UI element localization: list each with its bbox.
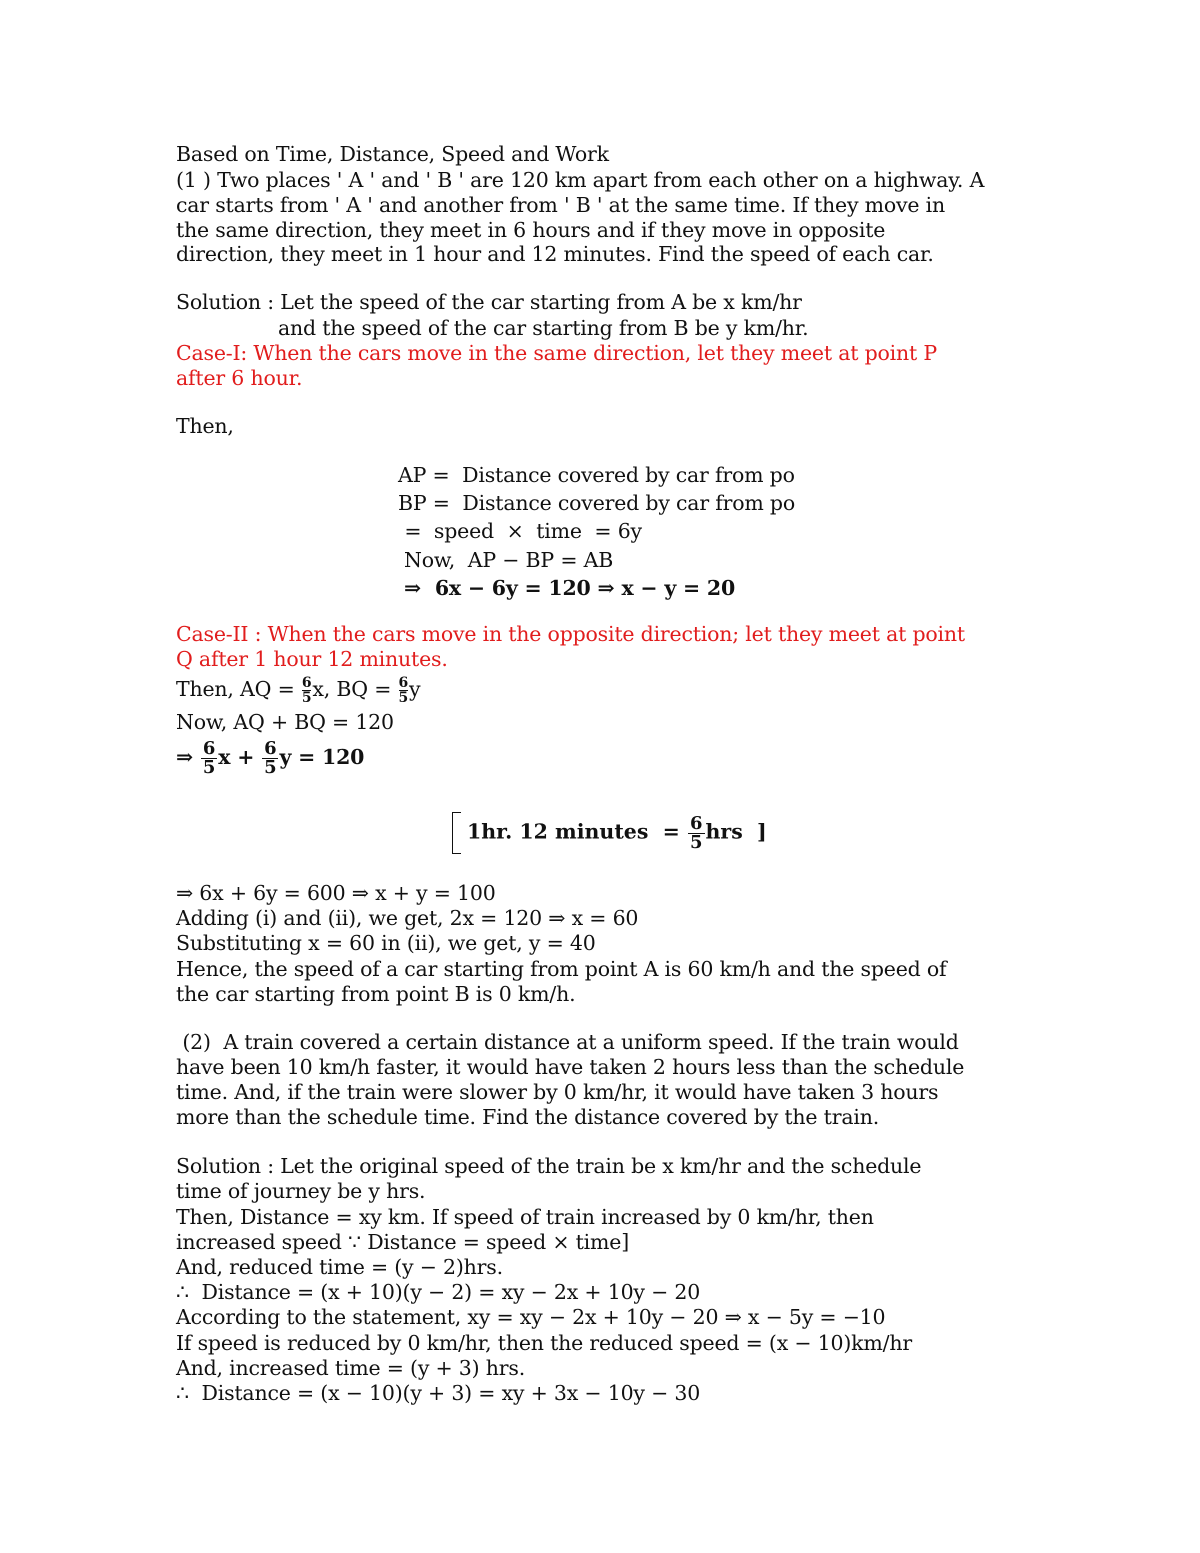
implication-line (176, 740, 364, 777)
question-1-line: direction, they meet in 1 hour and 12 minutes. Find the speed of each car. (176, 242, 934, 266)
aq-text: Then, AQ = (176, 677, 301, 701)
question-2-line: more than the schedule time. Find the distance covered by the train. (176, 1105, 880, 1129)
solution-2-line: increased speed ∵ Distance = speed × time] (176, 1230, 629, 1254)
case-2-heading: Q after 1 hour 12 minutes. (176, 647, 448, 671)
y-text: y (409, 677, 421, 701)
fraction: $\frac{6}{5}$ (398, 675, 409, 706)
equation-line: Now, AP − BP = AB (404, 548, 614, 572)
solution-2-line: time of journey be y hrs. (176, 1179, 426, 1203)
question-2-line: (2) A train covered a certain distance at a uniform speed. If the train would (176, 1030, 959, 1054)
question-1-line: (1 ) Two places ' A ' and ' B ' are 120 km apart from each other on a highway. A (176, 168, 985, 192)
solution-2-line: And, increased time = (y + 3) hrs. (176, 1356, 526, 1380)
solution-2-line: Then, Distance = xy km. If speed of train increased by 0 km/hr, then (176, 1205, 874, 1229)
x-plus-text: x + (218, 745, 262, 769)
solution-2-line: ∴ Distance = (x + 10)(y − 2) = xy − 2x + 10y − 20 (176, 1280, 701, 1304)
solution-1-line: Solution : Let the speed of the car starting from A be x km/hr (176, 290, 802, 314)
equation-line: BP = Distance covered by car from po (398, 491, 795, 515)
solution-2-line: And, reduced time = (y − 2)hrs. (176, 1255, 503, 1279)
question-1-line: the same direction, they meet in 6 hours and if they move in opposite (176, 218, 886, 242)
fraction: $\frac{6}{5}$ (301, 675, 312, 706)
equation-line: = speed × time = 6y (398, 519, 642, 543)
case-2-heading: Case-II : When the cars move in the opposite direction; let they meet at point (176, 622, 965, 646)
conversion-note (452, 812, 767, 854)
bracket-text: hrs ] (705, 819, 767, 844)
bq-text: x, BQ = (312, 677, 398, 701)
aq-bq-line (176, 676, 420, 705)
solution-1-line: Hence, the speed of a car starting from point A is 60 km/h and the speed of (176, 957, 947, 981)
sum-line: Now, AQ + BQ = 120 (176, 710, 394, 734)
solution-2-line: Solution : Let the original speed of the train be x km/hr and the schedule (176, 1154, 922, 1178)
document-title: Based on Time, Distance, Speed and Work (176, 142, 609, 166)
solution-1-line: ⇒ 6x + 6y = 600 ⇒ x + y = 100 (176, 881, 496, 905)
solution-1-line: Substituting x = 60 in (ii), we get, y = 40 (176, 931, 596, 955)
y-equals-text: y = 120 (279, 745, 365, 769)
question-2-line: time. And, if the train were slower by 0 km/hr, it would have taken 3 hours (176, 1080, 939, 1104)
fraction: $\frac{6}{5}$ (264, 738, 277, 778)
implies-text: ⇒ (176, 745, 200, 769)
equation-line: AP = Distance covered by car from po (398, 463, 795, 487)
case-1-heading: Case-I: When the cars move in the same direction, let they meet at point P (176, 341, 937, 365)
fraction: $\frac{6}{5}$ (202, 738, 216, 778)
fraction: $\frac{6}{5}$ (689, 812, 703, 853)
bracket-text: 1hr. 12 minutes = (467, 819, 687, 844)
solution-2-line: If speed is reduced by 0 km/hr, then the reduced speed = (x − 10)km/hr (176, 1331, 912, 1355)
solution-1-line: the car starting from point B is 0 km/h. (176, 982, 576, 1006)
question-2-line: have been 10 km/h faster, it would have taken 2 hours less than the schedule (176, 1055, 965, 1079)
solution-1-line: Adding (i) and (ii), we get, 2x = 120 ⇒ x = 60 (176, 906, 639, 930)
solution-2-line: According to the statement, xy = xy − 2x + 10y − 20 ⇒ x − 5y = −10 (176, 1305, 886, 1329)
solution-2-line: ∴ Distance = (x − 10)(y + 3) = xy + 3x − 10y − 30 (176, 1381, 701, 1405)
equation-line: ⇒ 6x − 6y = 120 ⇒ x − y = 20 (404, 576, 736, 600)
case-1-heading: after 6 hour. (176, 366, 303, 390)
question-1-line: car starts from ' A ' and another from ' B ' at the same time. If they move in (176, 193, 946, 217)
left-bracket (452, 812, 461, 854)
solution-1-line: and the speed of the car starting from B be y km/hr. (278, 316, 809, 340)
then-label: Then, (176, 414, 234, 438)
